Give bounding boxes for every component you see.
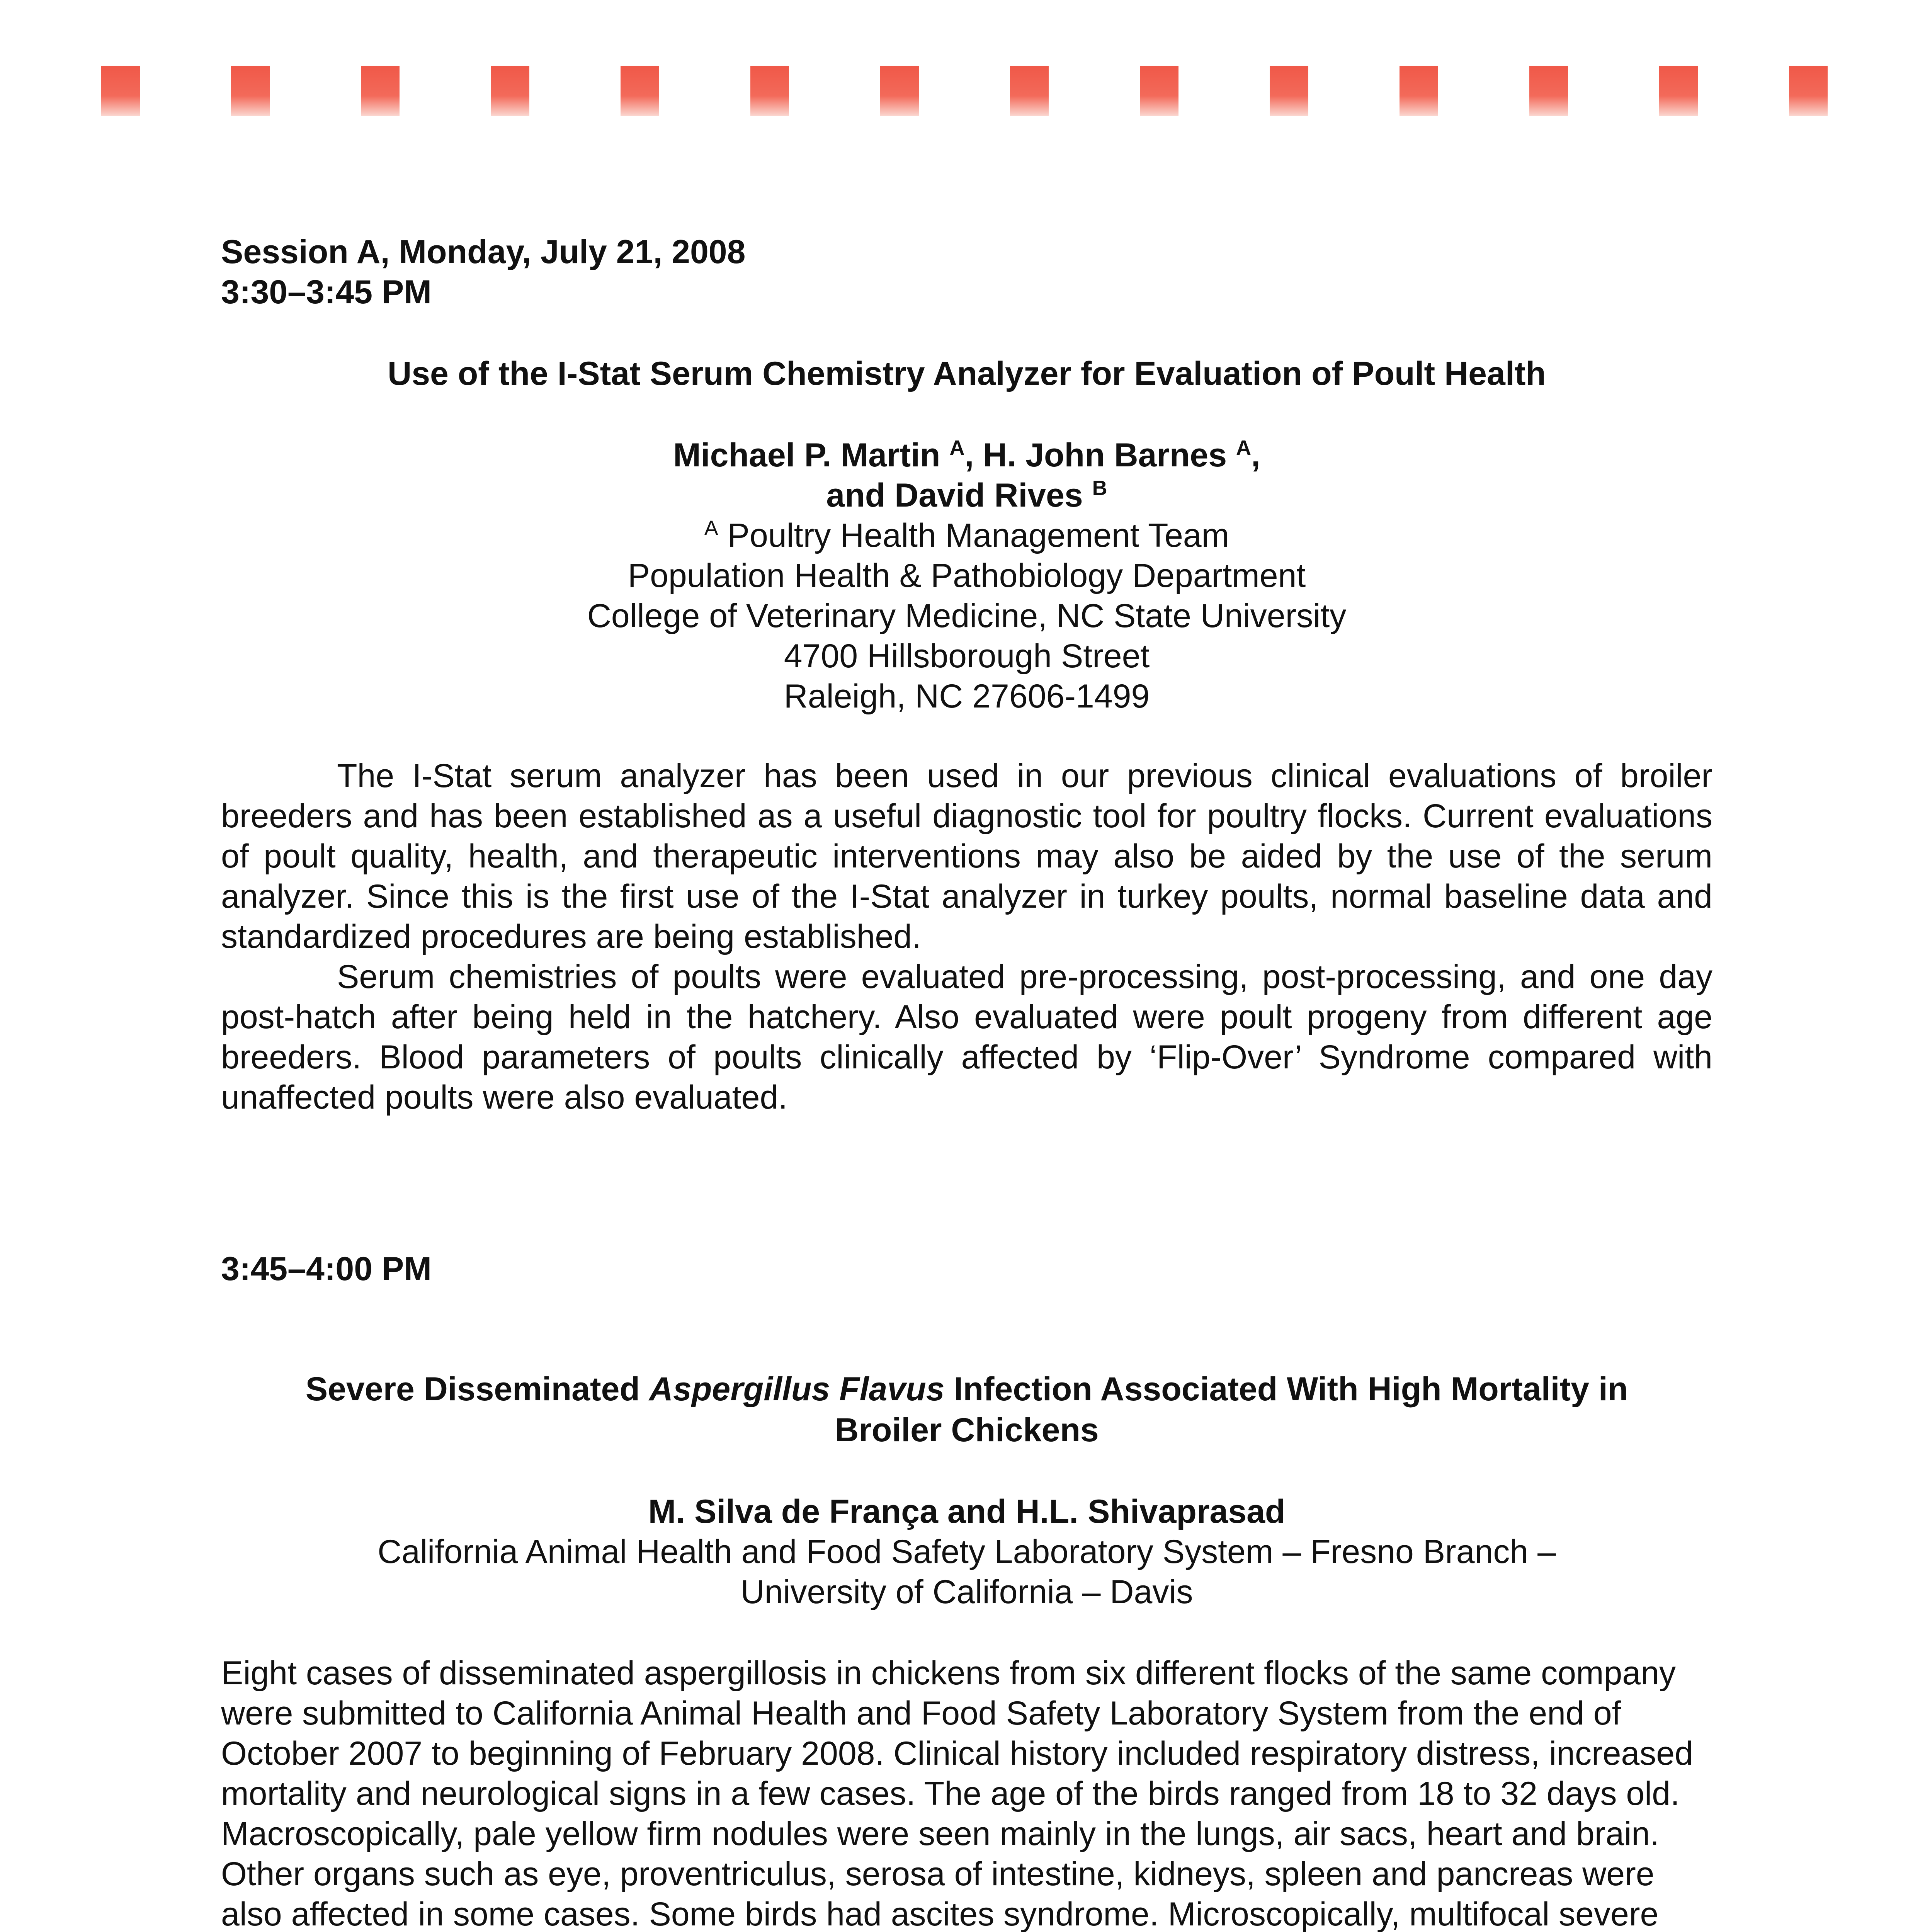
- session-a-header: [221, 232, 1712, 312]
- abstract-istat: [221, 756, 1712, 1117]
- header-dash: [101, 66, 140, 116]
- authors-line-aspergillus: M. Silva de França and H.L. Shivaprasad: [648, 1493, 1286, 1530]
- session-time-2: 3:45–4:00 PM: [221, 1250, 432, 1287]
- affiliation-line-2: Population Health & Pathobiology Department: [627, 557, 1306, 594]
- header-dash: [750, 66, 789, 116]
- abstract-paragraph-2: Serum chemistries of poults were evaluated pre-processing, post-processing, and one day post-hatch after being held in the hatchery. Also evaluated were poult progeny from different age breeders. Blood parameters of poults clinically affected by ‘Flip-Over’ Syndrome compared with unaffected poults were also evaluated.: [221, 958, 1712, 1116]
- affiliation-line-1: $^A$ Poultry Health Management Team: [704, 517, 1229, 554]
- header-dash: [621, 66, 659, 116]
- authors-block-istat: [221, 435, 1712, 716]
- header-dash: [491, 66, 529, 116]
- authors-block-aspergillus: [221, 1492, 1712, 1612]
- affiliation-line-3: College of Veterinary Medicine, NC State University: [587, 597, 1347, 634]
- header-dash: [1659, 66, 1698, 116]
- decorative-header-bar: [0, 0, 1908, 128]
- header-dash: [231, 66, 270, 116]
- header-dash: [1140, 66, 1178, 116]
- affiliation-line-5: Raleigh, NC 27606-1499: [784, 678, 1150, 715]
- session-date-line: Session A, Monday, July 21, 2008: [221, 233, 746, 270]
- header-dash: [1400, 66, 1438, 116]
- authors-line-1: Michael P. Martin $^A$, H. John Barnes $^A$,: [673, 436, 1260, 474]
- talk-title-aspergillus: Severe Disseminated Aspergillus Flavus Infection Associated With High Mortality in Broiler Chickens: [305, 1371, 1628, 1449]
- header-dash: [361, 66, 400, 116]
- abstract-paragraph-1: The I-Stat serum analyzer has been used in our previous clinical evaluations of broiler breeders and has been established as a useful diagnostic tool for poultry flocks. Current evaluations of poult quality, health, and therapeutic interventions may also be aided by the use of the serum analyzer. Since this is the first use of the I-Stat analyzer in turkey poults, normal baseline data and standardized procedures are being established.: [221, 757, 1712, 955]
- header-dash: [880, 66, 919, 116]
- affiliation-aspergillus-2: University of California – Davis: [740, 1573, 1193, 1611]
- affiliation-line-4: 4700 Hillsborough Street: [784, 638, 1150, 675]
- talk-title-istat: Use of the I-Stat Serum Chemistry Analyzer for Evaluation of Poult Health: [388, 355, 1546, 392]
- session-time-line: 3:30–3:45 PM: [221, 274, 432, 311]
- header-dash: [1270, 66, 1308, 116]
- authors-line-2: and David Rives $^B$: [826, 476, 1107, 514]
- header-dash: [1010, 66, 1049, 116]
- abstract-aspergillus: Eight cases of disseminated aspergillosis in chickens from six different flocks of the same company were submitted to California Animal Health and Food Safety Laboratory System from the end of October 2007 to beginning of February 2008. Clinical history included respiratory distress, increased mortality and neurological signs in a few cases. The age of the birds ranged from 18 to 32 days old. Macroscopically, pale yellow firm nodules were seen mainly in the lungs, air sacs, heart and brain. Other organs such as eye, proventriculus, serosa of intestine, kidneys, spleen and pancreas were also affected in some cases. Some birds had ascites syndrome. Microscopically, multifocal severe: [221, 1655, 1693, 1932]
- header-dash-row: [101, 66, 1908, 116]
- page-content: [221, 232, 1712, 1932]
- header-dash: [1789, 66, 1828, 116]
- header-dash: [1529, 66, 1568, 116]
- affiliation-aspergillus-1: California Animal Health and Food Safety Laboratory System – Fresno Branch –: [378, 1533, 1556, 1570]
